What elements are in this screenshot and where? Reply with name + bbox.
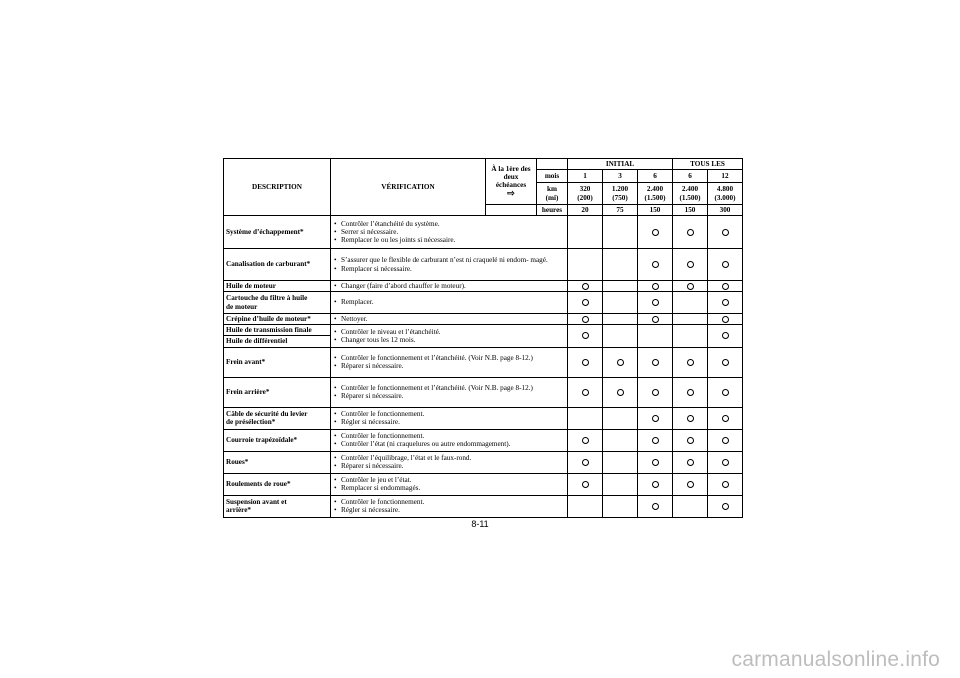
table-row (224, 292, 743, 314)
maintenance-table (223, 158, 743, 518)
interval-cell (568, 347, 603, 377)
row-verification (331, 407, 568, 429)
arrow-right-icon: ⇨ (507, 188, 515, 199)
row-description (224, 377, 331, 407)
interval-cell (603, 249, 638, 281)
verification-bullet: • Changer (faire d’abord chauffer le moteur). (333, 282, 565, 290)
verification-bullet: • Contrôler le fonctionnement. (333, 432, 565, 440)
row-description (224, 347, 331, 377)
check-circle-icon (652, 359, 659, 366)
row-description (224, 407, 331, 429)
check-circle-icon (652, 459, 659, 466)
interval-cell (708, 292, 743, 314)
interval-cell (638, 495, 673, 517)
interval-cell (708, 281, 743, 292)
description-line: Câble de sécurité du levier (226, 409, 308, 418)
verification-bullet: • Remplacer si endommagés. (333, 484, 565, 492)
description-line: Suspension avant et (226, 497, 287, 506)
check-circle-icon (582, 332, 589, 339)
description-line: arrière* (226, 506, 252, 515)
verification-bullet: • Contrôler le jeu et l’état. (333, 476, 565, 484)
interval-cell (638, 281, 673, 292)
interval-line: échéances (495, 181, 527, 190)
interval-cell (638, 473, 673, 495)
check-circle-icon (722, 283, 729, 290)
verification-bullet: • Réparer si nécessaire. (333, 362, 565, 370)
check-circle-icon (687, 481, 694, 488)
table-row (224, 314, 743, 325)
interval-cell (673, 249, 708, 281)
interval-cell (603, 451, 638, 473)
description-line: Système d’échappement* (226, 227, 304, 236)
interval-cell (673, 347, 708, 377)
check-circle-icon (687, 459, 694, 466)
verification-bullet: • Régler si nécessaire. (333, 506, 565, 514)
check-circle-icon (687, 437, 694, 444)
km-value-line: (1.500) (644, 193, 666, 202)
verification-bullet: • Contrôler l’état (ni craquelures ou autre endommagement). (333, 440, 565, 448)
interval-cell (673, 495, 708, 517)
row-verification (331, 451, 568, 473)
check-circle-icon (652, 503, 659, 510)
header-verification: VÉRIFICATION (331, 159, 486, 216)
table-row (224, 216, 743, 249)
interval-cell (638, 347, 673, 377)
row-verification (331, 347, 568, 377)
interval-cell (673, 429, 708, 451)
interval-cell (673, 281, 708, 292)
km-value-line: (750) (612, 193, 628, 202)
interval-cell (568, 451, 603, 473)
description-line: Frein arrière* (226, 387, 270, 396)
check-circle-icon (722, 481, 729, 488)
verification-bullet: • Nettoyer. (333, 315, 565, 323)
interval-cell (673, 377, 708, 407)
km-value-line: 1.200 (611, 185, 629, 194)
table-row (224, 495, 743, 517)
verification-bullet: • Serrer si nécessaire. (333, 228, 565, 236)
interval-cell (708, 347, 743, 377)
header-km-value (603, 183, 638, 205)
check-circle-icon (652, 261, 659, 268)
interval-cell (603, 314, 638, 325)
check-circle-icon (722, 459, 729, 466)
verification-bullet: • Réparer si nécessaire. (333, 392, 565, 400)
interval-cell (638, 249, 673, 281)
interval-cell (568, 473, 603, 495)
interval-line: deux (503, 172, 519, 181)
verification-bullet: • Contrôler le fonctionnement et l’étanchéité. (Voir N.B. page 8-12.) (333, 384, 565, 392)
verification-bullet: • Remplacer. (333, 298, 565, 306)
description-line: Courroie trapézoïdale* (226, 435, 298, 444)
header-heures-label: heures (537, 205, 568, 216)
check-circle-icon (687, 389, 694, 396)
verification-bullet: • Contrôler l’étanchéité du système. (333, 220, 565, 228)
header-km-label (537, 183, 568, 205)
interval-cell (603, 281, 638, 292)
check-circle-icon (582, 283, 589, 290)
interval-cell (708, 325, 743, 348)
header-heures-value: 150 (673, 205, 708, 216)
km-value-line: 4.800 (716, 185, 734, 194)
interval-cell (708, 216, 743, 249)
row-verification (331, 473, 568, 495)
check-circle-icon (652, 437, 659, 444)
table-row (224, 451, 743, 473)
header-heures-value: 75 (603, 205, 638, 216)
interval-line: À la 1ère des (491, 164, 531, 173)
description-line: Frein avant* (226, 357, 266, 366)
description-line: Canalisation de carburant* (226, 260, 311, 269)
interval-cell (708, 249, 743, 281)
interval-cell (568, 292, 603, 314)
row-description (224, 325, 331, 348)
header-blank (537, 159, 568, 170)
check-circle-icon (687, 283, 694, 290)
km-value-line: 2.400 (681, 185, 699, 194)
row-verification (331, 292, 568, 314)
check-circle-icon (722, 299, 729, 306)
interval-cell (568, 429, 603, 451)
interval-cell (708, 429, 743, 451)
header-description: DESCRIPTION (224, 159, 331, 216)
header-mois-value: 6 (673, 170, 708, 183)
description-line: de présélection* (226, 418, 276, 427)
interval-cell (673, 216, 708, 249)
header-initial: INITIAL (568, 159, 673, 170)
header-mois-value: 12 (708, 170, 743, 183)
check-circle-icon (582, 316, 589, 323)
row-description (224, 281, 331, 292)
interval-cell (568, 325, 603, 348)
interval-cell (638, 377, 673, 407)
header-heures-value: 300 (708, 205, 743, 216)
check-circle-icon (582, 359, 589, 366)
table-row (224, 281, 743, 292)
check-circle-icon (722, 229, 729, 236)
description-line: Crépine d’huile de moteur* (226, 314, 311, 323)
check-circle-icon (582, 437, 589, 444)
check-circle-icon (722, 437, 729, 444)
table-row (224, 249, 743, 281)
interval-cell (638, 292, 673, 314)
row-description (224, 216, 331, 249)
header-heures-value: 20 (568, 205, 603, 216)
table-body (224, 216, 743, 518)
interval-cell (603, 325, 638, 348)
watermark: carmanualsonline.info (731, 648, 940, 671)
table-row (224, 347, 743, 377)
interval-cell (708, 377, 743, 407)
verification-bullet: • Contrôler le fonctionnement. (333, 410, 565, 418)
table-row (224, 407, 743, 429)
interval-cell (603, 407, 638, 429)
check-circle-icon (617, 359, 624, 366)
interval-cell (603, 473, 638, 495)
check-circle-icon (687, 415, 694, 422)
interval-cell (568, 407, 603, 429)
page-number: 8-11 (471, 519, 489, 529)
km-value-line: (3.000) (714, 193, 736, 202)
table-row (224, 377, 743, 407)
description-line: Roues* (226, 457, 249, 466)
check-circle-icon (617, 389, 624, 396)
check-circle-icon (652, 299, 659, 306)
header-km-value (673, 183, 708, 205)
table-row (224, 473, 743, 495)
check-circle-icon (582, 389, 589, 396)
header-km-value (568, 183, 603, 205)
check-circle-icon (687, 229, 694, 236)
row-verification (331, 495, 568, 517)
interval-cell (708, 495, 743, 517)
check-circle-icon (652, 283, 659, 290)
row-verification (331, 314, 568, 325)
verification-bullet: • Contrôler l’équilibrage, l’état et le faux-rond. (333, 454, 565, 462)
row-description (224, 473, 331, 495)
km-label-line: (mi) (545, 193, 559, 202)
description-line: Cartouche du filtre à huile (226, 294, 308, 303)
header-km-value (708, 183, 743, 205)
description-line: Huile de différentiel (226, 337, 288, 346)
description-line: Roulements de roue* (226, 479, 291, 488)
check-circle-icon (722, 415, 729, 422)
check-circle-icon (652, 229, 659, 236)
header-interval-bottom (486, 205, 537, 216)
row-verification (331, 281, 568, 292)
interval-cell (568, 249, 603, 281)
check-circle-icon (652, 481, 659, 488)
interval-cell (638, 429, 673, 451)
interval-cell (603, 429, 638, 451)
check-circle-icon (652, 389, 659, 396)
row-verification (331, 429, 568, 451)
interval-cell (603, 377, 638, 407)
check-circle-icon (722, 261, 729, 268)
verification-bullet: • Changer tous les 12 mois. (333, 336, 565, 344)
interval-cell (603, 495, 638, 517)
row-description (224, 429, 331, 451)
row-verification (331, 325, 568, 348)
description-line: de moteur (226, 302, 258, 311)
check-circle-icon (722, 332, 729, 339)
check-circle-icon (722, 389, 729, 396)
km-value-line: (1.500) (679, 193, 701, 202)
interval-cell (673, 451, 708, 473)
table-row (224, 325, 743, 348)
interval-cell (638, 325, 673, 348)
interval-cell (568, 377, 603, 407)
row-verification (331, 377, 568, 407)
check-circle-icon (582, 299, 589, 306)
row-description (224, 314, 331, 325)
km-value-line: (200) (577, 193, 593, 202)
interval-cell (673, 473, 708, 495)
header-mois-value: 1 (568, 170, 603, 183)
row-description (224, 292, 331, 314)
header-km-value (638, 183, 673, 205)
header-tous-les: TOUS LES (673, 159, 743, 170)
interval-cell (673, 314, 708, 325)
interval-cell (638, 314, 673, 325)
row-description (224, 451, 331, 473)
interval-cell (673, 325, 708, 348)
interval-cell (638, 216, 673, 249)
check-circle-icon (652, 415, 659, 422)
check-circle-icon (687, 261, 694, 268)
verification-bullet: • S’assurer que le flexible de carburant n’est ni craquelé ni endom- magé. (333, 256, 565, 264)
verification-bullet: • Réparer si nécessaire. (333, 462, 565, 470)
verification-bullet: • Contrôler le fonctionnement et l’étanchéité. (Voir N.B. page 8-12.) (333, 354, 565, 362)
check-circle-icon (652, 316, 659, 323)
verification-bullet: • Régler si nécessaire. (333, 418, 565, 426)
interval-cell (708, 407, 743, 429)
check-circle-icon (722, 316, 729, 323)
row-verification (331, 216, 568, 249)
interval-cell (708, 473, 743, 495)
check-circle-icon (582, 459, 589, 466)
km-value-line: 320 (579, 185, 591, 194)
interval-cell (568, 216, 603, 249)
interval-cell (603, 292, 638, 314)
header-mois-label: mois (537, 170, 568, 183)
table-header (224, 159, 743, 216)
interval-cell (568, 314, 603, 325)
km-label-line: km (547, 185, 557, 194)
header-interval (486, 159, 537, 205)
verification-bullet: • Contrôler le niveau et l’étanchéité. (333, 328, 565, 336)
interval-cell (638, 451, 673, 473)
verification-bullet: • Remplacer le ou les joints si nécessaire. (333, 236, 565, 244)
verification-bullet: • Contrôler le fonctionnement. (333, 498, 565, 506)
check-circle-icon (687, 359, 694, 366)
row-verification (331, 249, 568, 281)
interval-cell (708, 451, 743, 473)
row-description (224, 249, 331, 281)
header-mois-value: 6 (638, 170, 673, 183)
interval-cell (568, 495, 603, 517)
description-line: Huile de transmission finale (224, 325, 330, 336)
description-line: Huile de moteur (226, 281, 276, 290)
interval-cell (673, 292, 708, 314)
interval-cell (603, 216, 638, 249)
interval-cell (673, 407, 708, 429)
interval-cell (708, 314, 743, 325)
check-circle-icon (582, 481, 589, 488)
interval-cell (638, 407, 673, 429)
interval-cell (603, 347, 638, 377)
check-circle-icon (722, 503, 729, 510)
interval-cell (568, 281, 603, 292)
table-row (224, 429, 743, 451)
row-description (224, 495, 331, 517)
header-mois-value: 3 (603, 170, 638, 183)
header-heures-value: 150 (638, 205, 673, 216)
km-value-line: 2.400 (646, 185, 664, 194)
check-circle-icon (722, 359, 729, 366)
verification-bullet: • Remplacer si nécessaire. (333, 265, 565, 273)
